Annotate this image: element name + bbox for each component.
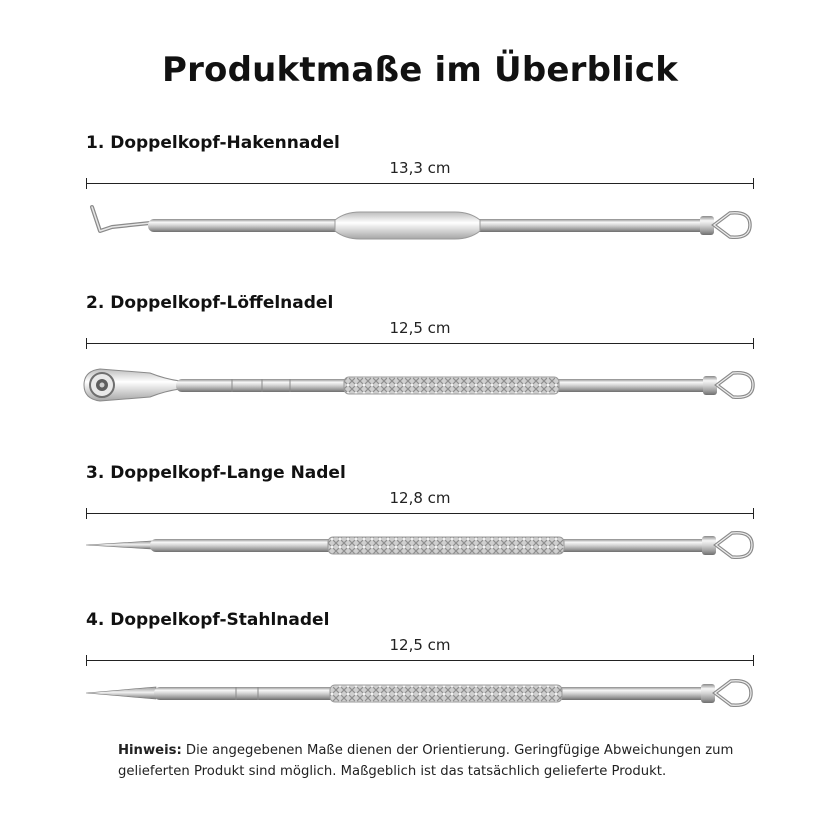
tool-long-needle [0, 463, 840, 603]
dimension-tick-right [753, 655, 754, 666]
hook-needle-image [0, 189, 840, 253]
tool-name: 2. Doppelkopf-Löffelnadel [86, 293, 334, 313]
dimension-tick-right [753, 338, 754, 349]
dimension-tick-left [86, 178, 87, 189]
dimension-label: 12,8 cm [389, 489, 451, 507]
spoon-needle-image [0, 349, 840, 413]
dimension-line [86, 513, 754, 514]
dimension-line [86, 343, 754, 344]
tool-name: 4. Doppelkopf-Stahlnadel [86, 610, 330, 630]
dimension-label: 12,5 cm [389, 636, 451, 654]
tool-name: 3. Doppelkopf-Lange Nadel [86, 463, 346, 483]
dimension-tick-right [753, 508, 754, 519]
disclaimer-note [118, 740, 758, 782]
dimension-tick-left [86, 338, 87, 349]
tool-hook-needle [0, 133, 840, 273]
note-text: Die angegebenen Maße dienen der Orientierung. Geringfügige Abweichungen zum gelieferten Produkt sind möglich. Maßgeblich ist das tatsächlich gelieferte Produkt. [118, 743, 734, 779]
page-title: Produktmaße im Überblick [161, 50, 679, 90]
long-needle-image [0, 519, 840, 583]
dimension-tick-left [86, 655, 87, 666]
steel-needle-image [0, 666, 840, 730]
dimension-label: 13,3 cm [389, 159, 451, 177]
dimension-label: 12,5 cm [389, 319, 451, 337]
dimension-line [86, 183, 754, 184]
note-label: Hinweis: [118, 743, 182, 758]
dimension-tick-right [753, 178, 754, 189]
dimension-line [86, 660, 754, 661]
tool-spoon-needle [0, 293, 840, 433]
tool-name: 1. Doppelkopf-Hakennadel [86, 133, 340, 153]
tool-steel-needle [0, 610, 840, 750]
dimension-tick-left [86, 508, 87, 519]
